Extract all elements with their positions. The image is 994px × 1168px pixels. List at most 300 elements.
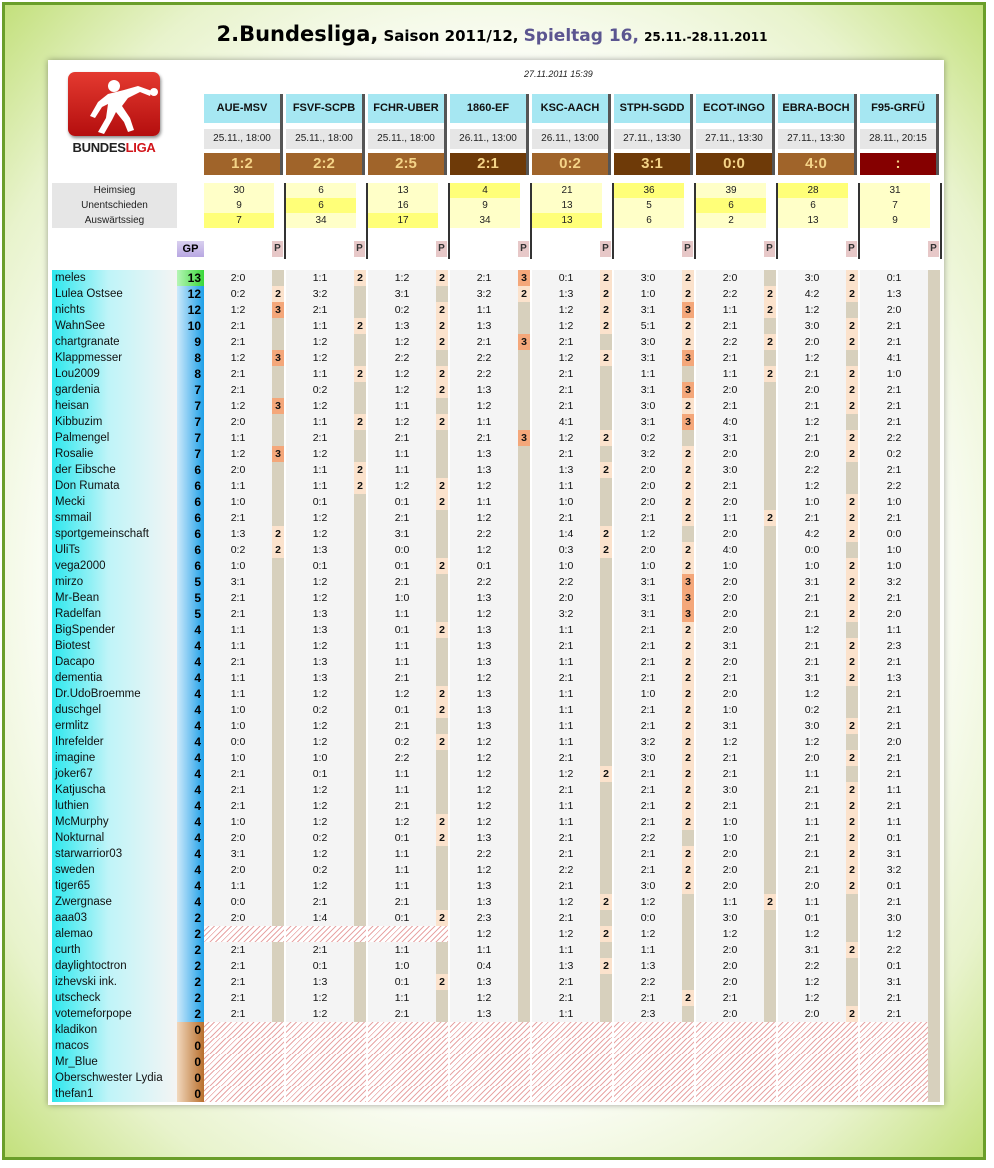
points-cell: 2 <box>436 318 448 334</box>
tip-cell: 2:1 <box>722 480 738 492</box>
tip-cell: 1:2 <box>230 448 246 460</box>
hatched-cell <box>614 1070 694 1086</box>
player-name: luthien <box>52 798 177 814</box>
tip-cell: 2:2 <box>886 480 902 492</box>
points-cell: 2 <box>682 814 694 830</box>
tip-cell: 2:1 <box>640 512 656 524</box>
player-gp: 4 <box>177 878 204 894</box>
player-gp: 6 <box>177 542 204 558</box>
player-name: ermlitz <box>52 718 177 734</box>
tip-cell: 3:2 <box>476 288 492 300</box>
points-cell: 2 <box>682 622 694 638</box>
points-cell: 2 <box>846 830 858 846</box>
points-cell: 3 <box>518 334 530 350</box>
tip-cell: 2:1 <box>886 512 902 524</box>
points-cell: 2 <box>436 814 448 830</box>
tip-cell: 3:1 <box>394 528 410 540</box>
tip-cell: 1:1 <box>722 304 738 316</box>
player-name: Mr_Blue <box>52 1054 177 1070</box>
points-cell: 2 <box>682 878 694 894</box>
points-cell: 2 <box>436 558 448 574</box>
tip-cell: 2:1 <box>230 1008 246 1020</box>
tip-cell: 2:1 <box>886 416 902 428</box>
tip-cell: 1:0 <box>722 560 738 572</box>
tip-cell: 2:3 <box>476 912 492 924</box>
tip-cell: 1:1 <box>312 272 328 284</box>
tip-cell: 1:2 <box>312 992 328 1004</box>
tip-cell: 3:0 <box>640 752 656 764</box>
stat-value: 6 <box>286 198 356 213</box>
tip-cell: 1:0 <box>558 496 574 508</box>
tip-cell: 1:1 <box>230 624 246 636</box>
tip-cell: 1:1 <box>476 304 492 316</box>
tip-cell: 2:0 <box>886 304 902 316</box>
player-name: Biotest <box>52 638 177 654</box>
tip-cell: 2:1 <box>312 896 328 908</box>
tip-cell: 1:4 <box>558 528 574 540</box>
points-cell: 2 <box>682 654 694 670</box>
tip-cell: 1:0 <box>640 688 656 700</box>
match-shadow <box>772 94 775 175</box>
player-gp: 7 <box>177 414 204 430</box>
tip-cell: 4:2 <box>804 528 820 540</box>
tip-cell: 2:1 <box>886 384 902 396</box>
points-cell: 2 <box>846 510 858 526</box>
player-name: Ihrefelder <box>52 734 177 750</box>
points-cell: 2 <box>846 270 858 286</box>
match-date: 26.11., 13:00 <box>450 129 526 149</box>
tip-cell: 1:3 <box>476 704 492 716</box>
hatched-cell <box>368 1054 448 1070</box>
tip-cell: 3:1 <box>722 720 738 732</box>
tip-cell: 0:1 <box>394 976 410 988</box>
tip-cell: 1:1 <box>394 992 410 1004</box>
hatched-cell <box>368 1086 448 1102</box>
player-name: McMurphy <box>52 814 177 830</box>
hatched-cell <box>532 1086 612 1102</box>
player-gp: 4 <box>177 622 204 638</box>
match-name: KSC-AACH <box>532 94 608 123</box>
page-title <box>0 22 984 46</box>
points-cell: 3 <box>682 590 694 606</box>
player-name: Kibbuzim <box>52 414 177 430</box>
tip-cell: 1:2 <box>476 864 492 876</box>
tip-cell: 2:1 <box>640 624 656 636</box>
tip-cell: 1:3 <box>476 1008 492 1020</box>
player-name: chartgranate <box>52 334 177 350</box>
tip-cell: 1:2 <box>558 304 574 316</box>
points-cell: 2 <box>354 270 366 286</box>
points-cell: 2 <box>846 862 858 878</box>
tip-cell: 1:3 <box>476 592 492 604</box>
tip-cell: 3:1 <box>640 384 656 396</box>
tip-cell: 1:2 <box>558 432 574 444</box>
points-cell: 2 <box>682 862 694 878</box>
tip-cell: 1:1 <box>394 608 410 620</box>
tip-cell: 1:0 <box>804 560 820 572</box>
tip-cell: 2:2 <box>394 352 410 364</box>
tip-cell: 1:1 <box>722 896 738 908</box>
points-cell: 2 <box>846 526 858 542</box>
tip-cell: 1:1 <box>476 944 492 956</box>
player-gp: 2 <box>177 942 204 958</box>
tip-cell: 2:0 <box>722 880 738 892</box>
tip-cell: 2:2 <box>886 432 902 444</box>
tip-cell: 1:2 <box>312 880 328 892</box>
tip-cell: 2:0 <box>804 336 820 348</box>
hatched-cell <box>450 1086 530 1102</box>
player-name: Radelfan <box>52 606 177 622</box>
points-cell: 2 <box>354 366 366 382</box>
points-cell: 2 <box>682 462 694 478</box>
hatched-cell <box>532 1022 612 1038</box>
points-cell: 2 <box>600 270 612 286</box>
player-name: vega2000 <box>52 558 177 574</box>
stat-value: 13 <box>368 183 438 198</box>
points-cell: 2 <box>272 526 284 542</box>
tip-cell: 1:3 <box>312 656 328 668</box>
points-cell: 2 <box>846 942 858 958</box>
bundesliga-logo-icon <box>68 72 160 136</box>
tip-cell: 3:1 <box>722 640 738 652</box>
points-cell: 2 <box>600 462 612 478</box>
tip-cell: 2:0 <box>804 1008 820 1020</box>
tip-cell: 2:0 <box>722 656 738 668</box>
tip-cell: 1:2 <box>394 272 410 284</box>
points-cell: 2 <box>846 494 858 510</box>
player-name: duschgel <box>52 702 177 718</box>
tip-cell: 1:2 <box>394 816 410 828</box>
tip-cell: 1:2 <box>312 688 328 700</box>
tip-cell: 2:1 <box>722 992 738 1004</box>
tip-cell: 2:1 <box>640 768 656 780</box>
hatched-cell <box>286 1086 366 1102</box>
tip-cell: 2:1 <box>722 768 738 780</box>
tip-cell: 3:1 <box>640 352 656 364</box>
points-cell: 2 <box>846 670 858 686</box>
tip-cell: 1:2 <box>804 304 820 316</box>
tip-cell: 1:2 <box>394 688 410 700</box>
tip-cell: 2:0 <box>722 624 738 636</box>
player-name: starwarrior03 <box>52 846 177 862</box>
tip-cell: 0:1 <box>804 912 820 924</box>
player-gp: 9 <box>177 334 204 350</box>
player-gp: 6 <box>177 478 204 494</box>
tip-cell: 3:1 <box>640 608 656 620</box>
tip-cell: 1:1 <box>394 864 410 876</box>
hatched-cell <box>860 1054 928 1070</box>
points-cell: 2 <box>846 590 858 606</box>
points-cell: 2 <box>436 270 448 286</box>
tip-cell: 3:1 <box>640 304 656 316</box>
player-name: WahnSee <box>52 318 177 334</box>
tip-cell: 1:0 <box>886 560 902 572</box>
points-cell: 2 <box>436 302 448 318</box>
player-gp: 4 <box>177 702 204 718</box>
tip-cell: 1:2 <box>558 928 574 940</box>
player-gp: 12 <box>177 302 204 318</box>
player-gp: 4 <box>177 830 204 846</box>
hatched-cell <box>450 1070 530 1086</box>
points-cell: 2 <box>436 734 448 750</box>
tip-cell: 2:1 <box>804 800 820 812</box>
match-shadow <box>690 94 693 175</box>
tip-cell: 1:1 <box>558 688 574 700</box>
player-gp: 2 <box>177 926 204 942</box>
points-cell: 3 <box>272 302 284 318</box>
hatched-cell <box>286 1022 366 1038</box>
tip-cell: 2:1 <box>230 768 246 780</box>
tip-cell: 2:1 <box>394 512 410 524</box>
player-name: mirzo <box>52 574 177 590</box>
hatched-cell <box>450 1038 530 1054</box>
player-gp: 4 <box>177 654 204 670</box>
tip-cell: 1:0 <box>394 960 410 972</box>
tip-cell: 1:0 <box>804 496 820 508</box>
match-result: 2:5 <box>368 153 444 175</box>
tip-cell: 2:1 <box>804 368 820 380</box>
hatched-cell <box>614 1054 694 1070</box>
tip-cell: 1:2 <box>804 416 820 428</box>
tip-cell: 1:0 <box>230 704 246 716</box>
tip-cell: 1:3 <box>476 320 492 332</box>
player-gp: 2 <box>177 990 204 1006</box>
tip-cell: 0:1 <box>394 704 410 716</box>
stat-value: 6 <box>778 198 848 213</box>
stat-value: 13 <box>778 213 848 228</box>
player-gp: 8 <box>177 350 204 366</box>
match-date: 25.11., 18:00 <box>204 129 280 149</box>
hatched-cell <box>860 1038 928 1054</box>
tip-cell: 2:0 <box>722 384 738 396</box>
player-gp: 0 <box>177 1054 204 1070</box>
player-gp: 4 <box>177 670 204 686</box>
tip-cell: 3:0 <box>804 720 820 732</box>
tip-cell: 2:1 <box>886 400 902 412</box>
player-gp: 4 <box>177 750 204 766</box>
player-name: Don Rumata <box>52 478 177 494</box>
tip-cell: 2:1 <box>722 752 738 764</box>
tip-cell: 1:1 <box>394 448 410 460</box>
hatched-cell <box>450 1022 530 1038</box>
tip-cell: 1:2 <box>312 352 328 364</box>
tip-cell: 2:0 <box>722 608 738 620</box>
points-cell: 2 <box>846 558 858 574</box>
points-cell: 2 <box>436 494 448 510</box>
points-cell: 2 <box>764 510 776 526</box>
player-name: curth <box>52 942 177 958</box>
stat-value: 6 <box>614 213 684 228</box>
hatched-cell <box>532 1038 612 1054</box>
player-gp: 4 <box>177 814 204 830</box>
points-cell: 2 <box>846 334 858 350</box>
tip-cell: 2:1 <box>312 304 328 316</box>
points-cell: 2 <box>846 398 858 414</box>
tip-cell: 1:4 <box>312 912 328 924</box>
points-cell: 3 <box>682 350 694 366</box>
tip-cell: 2:1 <box>804 640 820 652</box>
tip-cell: 1:1 <box>230 640 246 652</box>
player-name: UliTs <box>52 542 177 558</box>
tip-cell: 2:2 <box>476 368 492 380</box>
tip-cell: 1:1 <box>312 320 328 332</box>
tip-cell: 0:1 <box>394 496 410 508</box>
tip-cell: 1:3 <box>476 688 492 700</box>
points-header: P <box>764 241 775 257</box>
tip-cell: 1:0 <box>230 496 246 508</box>
hatched-cell <box>696 1086 776 1102</box>
points-column-bg <box>600 270 612 1102</box>
tip-cell: 1:1 <box>558 480 574 492</box>
points-cell: 2 <box>846 782 858 798</box>
tip-cell: 2:1 <box>640 800 656 812</box>
stat-value: 31 <box>860 183 930 198</box>
tip-cell: 1:1 <box>312 368 328 380</box>
player-gp: 4 <box>177 894 204 910</box>
tip-cell: 1:2 <box>476 480 492 492</box>
tip-cell: 2:1 <box>476 432 492 444</box>
stat-value: 7 <box>860 198 930 213</box>
points-cell: 2 <box>682 446 694 462</box>
player-name: Katjuscha <box>52 782 177 798</box>
tip-cell: 0:1 <box>312 496 328 508</box>
tip-cell: 2:1 <box>804 832 820 844</box>
player-gp: 0 <box>177 1086 204 1102</box>
points-cell: 2 <box>354 318 366 334</box>
tip-cell: 0:1 <box>886 832 902 844</box>
tip-cell: 1:2 <box>312 592 328 604</box>
player-gp: 4 <box>177 766 204 782</box>
points-cell: 2 <box>600 542 612 558</box>
tip-cell: 0:2 <box>312 704 328 716</box>
points-cell: 2 <box>764 894 776 910</box>
tip-cell: 2:3 <box>640 1008 656 1020</box>
points-cell: 2 <box>682 494 694 510</box>
tip-cell: 1:2 <box>804 352 820 364</box>
matchday-label: Spieltag 16, <box>523 26 639 46</box>
tip-cell: 2:0 <box>230 416 246 428</box>
tip-cell: 0:2 <box>230 288 246 300</box>
player-gp: 6 <box>177 510 204 526</box>
match-date: 28.11., 20:15 <box>860 129 936 149</box>
tip-cell: 2:1 <box>804 848 820 860</box>
player-gp: 4 <box>177 862 204 878</box>
tip-cell: 1:2 <box>804 976 820 988</box>
player-name: votemeforpope <box>52 1006 177 1022</box>
tip-cell: 1:3 <box>312 624 328 636</box>
tip-cell: 1:3 <box>312 544 328 556</box>
points-cell: 3 <box>682 574 694 590</box>
tip-cell: 3:1 <box>394 288 410 300</box>
tip-cell: 1:1 <box>476 496 492 508</box>
tip-cell: 3:1 <box>640 592 656 604</box>
points-column-bg <box>354 270 366 1102</box>
points-cell: 2 <box>600 526 612 542</box>
tip-cell: 2:1 <box>640 640 656 652</box>
tip-cell: 2:1 <box>230 784 246 796</box>
tip-cell: 2:1 <box>394 896 410 908</box>
tip-cell: 2:0 <box>722 944 738 956</box>
tip-cell: 2:2 <box>394 752 410 764</box>
tip-cell: 0:1 <box>312 960 328 972</box>
points-cell: 3 <box>682 382 694 398</box>
tip-cell: 3:0 <box>804 320 820 332</box>
match-name: STPH-SGDD <box>614 94 690 123</box>
tip-cell: 2:0 <box>722 528 738 540</box>
hatched-cell <box>286 1070 366 1086</box>
tip-cell: 2:1 <box>886 896 902 908</box>
player-name: Palmengel <box>52 430 177 446</box>
stat-value: 13 <box>532 213 602 228</box>
stat-value: 16 <box>368 198 438 213</box>
points-header: P <box>436 241 447 257</box>
player-gp: 0 <box>177 1038 204 1054</box>
tip-cell: 1:2 <box>558 352 574 364</box>
points-cell: 2 <box>846 430 858 446</box>
tip-cell: 1:3 <box>476 896 492 908</box>
tip-cell: 2:2 <box>886 944 902 956</box>
points-cell: 2 <box>682 702 694 718</box>
tip-cell: 2:1 <box>558 784 574 796</box>
points-cell: 2 <box>682 750 694 766</box>
tip-cell: 1:1 <box>558 816 574 828</box>
tip-cell: 3:1 <box>886 848 902 860</box>
points-cell: 2 <box>846 878 858 894</box>
hatched-cell <box>778 1070 858 1086</box>
match-shadow <box>362 94 365 175</box>
tip-cell: 1:2 <box>312 720 328 732</box>
points-cell: 2 <box>436 910 448 926</box>
player-gp: 2 <box>177 974 204 990</box>
points-cell: 2 <box>846 798 858 814</box>
points-cell: 2 <box>846 814 858 830</box>
tip-cell: 0:3 <box>558 544 574 556</box>
tip-cell: 1:0 <box>230 816 246 828</box>
tip-cell: 1:2 <box>312 528 328 540</box>
tip-cell: 2:1 <box>476 336 492 348</box>
stat-value: 2 <box>696 213 766 228</box>
player-gp: 4 <box>177 846 204 862</box>
points-cell: 2 <box>682 734 694 750</box>
tip-cell: 0:1 <box>886 880 902 892</box>
points-cell: 2 <box>600 286 612 302</box>
tip-cell: 1:1 <box>394 400 410 412</box>
tip-cell: 0:0 <box>230 736 246 748</box>
hatched-cell <box>696 1054 776 1070</box>
tip-cell: 1:0 <box>640 288 656 300</box>
stat-value: 34 <box>286 213 356 228</box>
tip-cell: 0:1 <box>886 960 902 972</box>
tip-cell: 2:1 <box>230 992 246 1004</box>
tip-cell: 2:2 <box>558 864 574 876</box>
tip-cell: 1:1 <box>230 880 246 892</box>
tip-cell: 2:1 <box>886 688 902 700</box>
tip-cell: 3:0 <box>722 912 738 924</box>
tip-cell: 1:2 <box>476 400 492 412</box>
tip-cell: 1:1 <box>558 1008 574 1020</box>
tip-cell: 1:2 <box>312 1008 328 1020</box>
tip-cell: 1:0 <box>394 592 410 604</box>
player-name: Zwergnase <box>52 894 177 910</box>
tip-cell: 1:0 <box>722 704 738 716</box>
tip-cell: 1:0 <box>886 544 902 556</box>
hatched-cell <box>204 926 284 942</box>
points-column-bg <box>928 270 940 1102</box>
tip-cell: 0:1 <box>312 560 328 572</box>
tip-cell: 2:1 <box>804 864 820 876</box>
tip-cell: 2:2 <box>476 576 492 588</box>
tip-cell: 2:1 <box>558 448 574 460</box>
